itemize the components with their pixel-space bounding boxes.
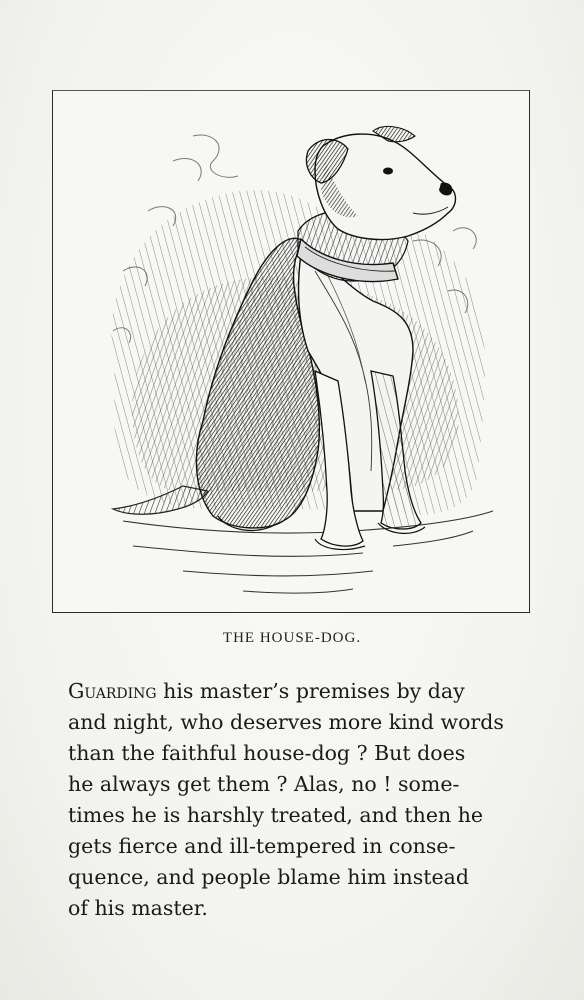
- dog-illustration: [53, 91, 528, 611]
- paragraph-line: of his master.: [68, 896, 208, 920]
- paragraph-line: gets fierce and ill-tempered in conse-: [68, 834, 456, 858]
- paragraph-line: quence, and people blame him instead: [68, 865, 469, 889]
- lead-word: Guarding: [68, 679, 157, 703]
- illustration-caption: THE HOUSE-DOG.: [222, 630, 362, 646]
- paragraph-line-text: his master’s premises by day: [163, 679, 465, 703]
- illustration-plate: [52, 90, 530, 613]
- paragraph-line: than the faithful house-dog ? But does: [68, 741, 466, 765]
- story-paragraph: [68, 676, 524, 924]
- paragraph-line: he always get them ? Alas, no ! some-: [68, 772, 460, 796]
- paragraph-line: [68, 676, 524, 707]
- paragraph-line: and night, who deserves more kind words: [68, 710, 504, 734]
- dog-eye: [383, 168, 393, 175]
- paragraph-line: times he is harshly treated, and then he: [68, 803, 484, 827]
